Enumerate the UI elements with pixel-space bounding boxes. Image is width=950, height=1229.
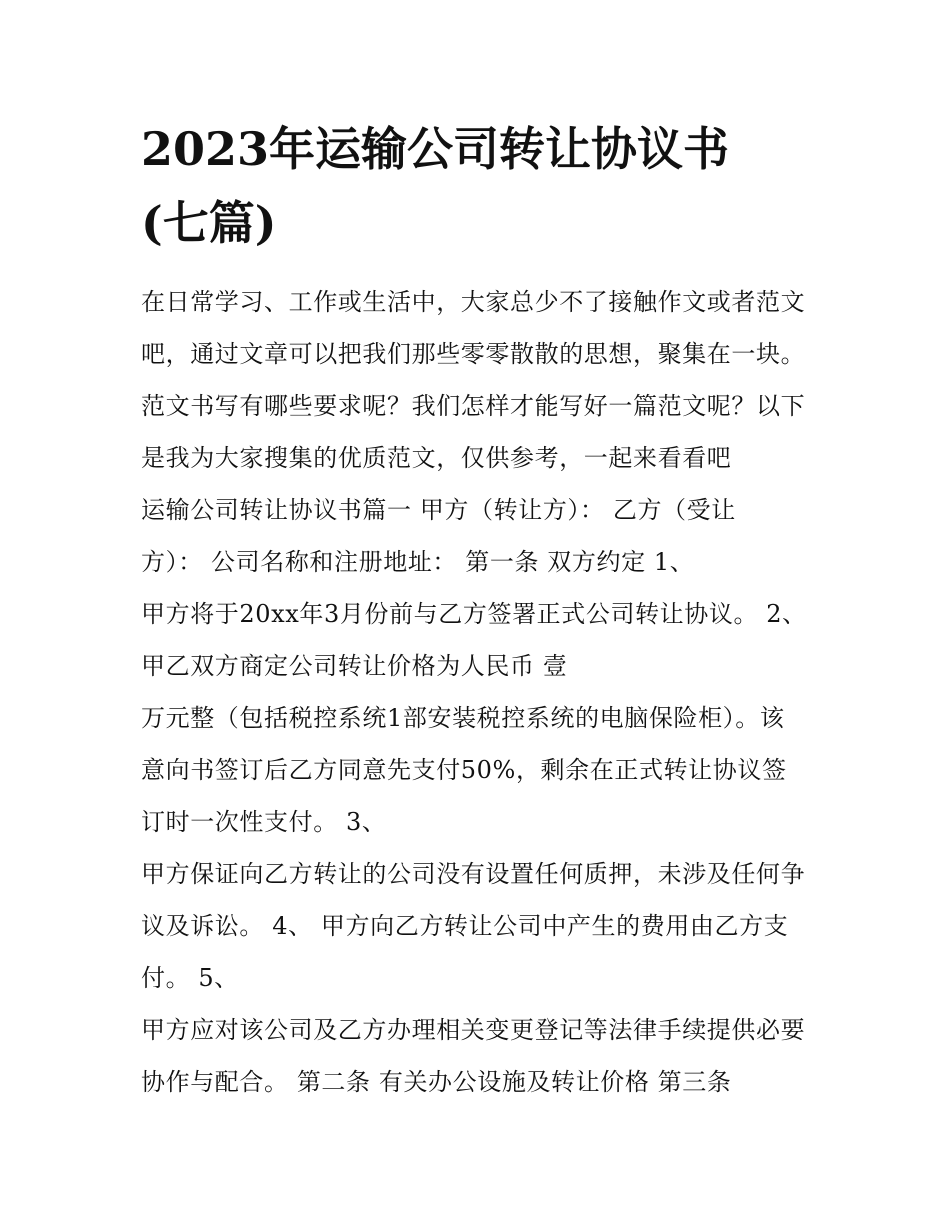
- body-line: 议及诉讼。 4、 甲方向乙方转让公司中产生的费用由乙方支: [141, 912, 789, 940]
- document-title: [141, 112, 841, 260]
- body-line: 甲乙双方商定公司转让价格为人民币 壹: [141, 652, 568, 680]
- body-line: 运输公司转让协议书篇一 甲方（转让方）： 乙方（受让: [141, 496, 736, 524]
- body-line: 付。 5、: [141, 964, 239, 992]
- title-line-2: (七篇): [141, 196, 277, 250]
- body-line: 方）： 公司名称和注册地址： 第一条 双方约定 1、: [141, 548, 695, 576]
- body-line: 万元整（包括税控系统1部安装税控系统的电脑保险柜）。该: [141, 704, 785, 732]
- body-line: 协作与配合。 第二条 有关办公设施及转让价格 第三条: [141, 1068, 732, 1096]
- body-line: 是我为大家搜集的优质范文，仅供参考，一起来看看吧: [141, 444, 732, 472]
- document-body: [141, 276, 821, 1108]
- body-line: 吧，通过文章可以把我们那些零零散散的思想，聚集在一块。: [141, 340, 806, 368]
- body-line: 甲方保证向乙方转让的公司没有设置任何质押，未涉及任何争: [141, 860, 806, 888]
- body-line: 甲方将于20xx年3月份前与乙方签署正式公司转让协议。 2、: [141, 600, 807, 628]
- title-line-1: 2023年运输公司转让协议书: [141, 122, 730, 176]
- body-line: 甲方应对该公司及乙方办理相关变更登记等法律手续提供必要: [141, 1016, 806, 1044]
- body-line: 在日常学习、工作或生活中，大家总少不了接触作文或者范文: [141, 288, 806, 316]
- body-line: 意向书签订后乙方同意先支付50%，剩余在正式转让协议签: [141, 756, 787, 784]
- body-line: 范文书写有哪些要求呢？我们怎样才能写好一篇范文呢？以下: [141, 392, 806, 420]
- body-line: 订时一次性支付。 3、: [141, 808, 387, 836]
